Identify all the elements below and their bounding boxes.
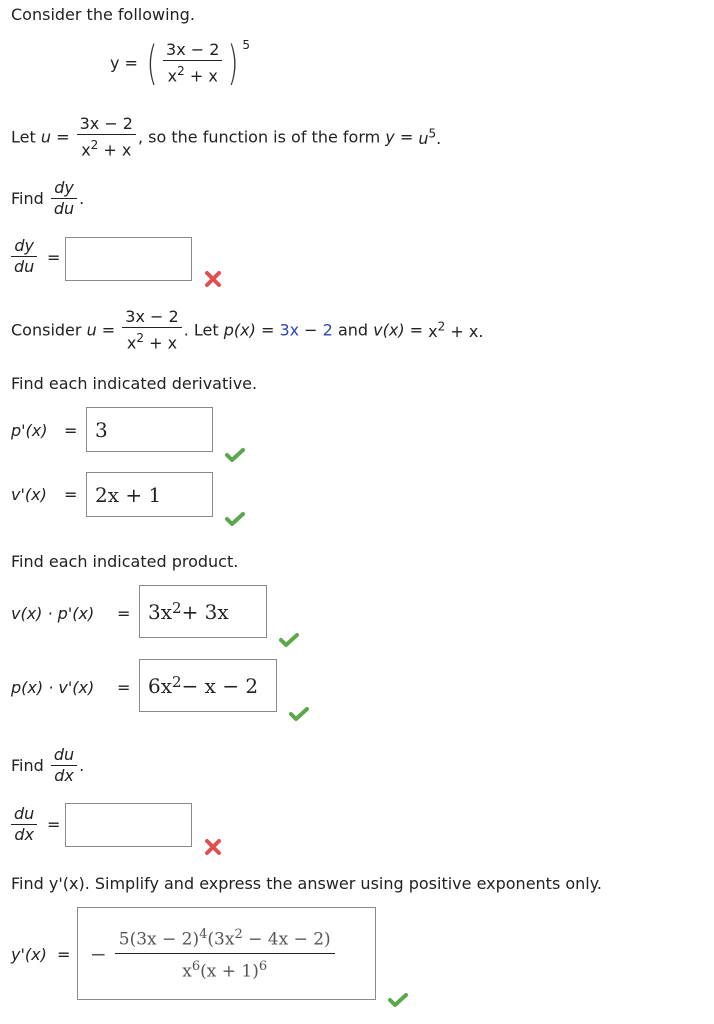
v-prime-label: v'(x): [11, 485, 47, 504]
correct-check-icon: [388, 992, 408, 1008]
pv-product-equals: =: [117, 678, 131, 697]
find-dydu-prompt: Find $\frac{dy}{du}$ .: [11, 178, 85, 218]
find-dudx-prompt: Find $\frac{du}{dx}$ .: [11, 745, 85, 785]
vp-product-label: v(x) · p'(x): [11, 604, 95, 623]
correct-check-icon: [289, 706, 309, 722]
intro-text: Consider the following.: [11, 5, 195, 24]
dydu-label: $\frac{dy}{du}$: [9, 236, 39, 277]
substitution-line: Let u = $\frac{3x - 2}{x^2 + x}$ , so the function is of the form $y = u^5$.: [11, 114, 442, 160]
find-derivative-heading: Find each indicated derivative.: [11, 374, 258, 393]
correct-check-icon: [225, 447, 245, 463]
p-prime-equals: =: [64, 421, 78, 440]
dydu-equals: =: [47, 248, 61, 267]
incorrect-x-icon: [204, 270, 222, 288]
substitution-fraction: $\frac{3x - 2}{x^2 + x}$: [77, 114, 136, 160]
main-function-fraction: [163, 40, 222, 86]
main-function-lhs: y =: [110, 53, 138, 73]
left-paren: (: [146, 36, 158, 91]
right-paren: ): [228, 36, 239, 91]
incorrect-x-icon: [204, 838, 222, 856]
final-answer-input[interactable]: − $\frac{5(3x - 2)^4(3x^2 - 4x - 2)}{x^6(x + 1)^6}$: [77, 907, 376, 1000]
final-answer-equals: =: [57, 945, 71, 964]
final-answer-denominator: $x^6(x + 1)^6$: [182, 959, 268, 982]
p-prime-input[interactable]: 3: [86, 407, 213, 452]
vp-product-input[interactable]: 3x $^2$ + 3x: [139, 585, 267, 638]
consider-line: Consider u = $\frac{3x - 2}{x^2 + x}$ . Let p(x) = 3x − 2 and $v(x) = x^2 + x$.: [11, 307, 484, 353]
final-prompt: Find y'(x). Simplify and express the answer using positive exponents only.: [11, 874, 603, 893]
correct-check-icon: [225, 511, 245, 527]
vp-product-equals: =: [117, 604, 131, 623]
dudx-label: $\frac{du}{dx}$: [9, 804, 39, 845]
dudx-equals: =: [47, 815, 61, 834]
correct-check-icon: [279, 632, 299, 648]
dydu-input[interactable]: [65, 237, 192, 281]
v-prime-equals: =: [64, 485, 78, 504]
main-function: [110, 36, 251, 91]
main-function-numerator: 3x − 2: [163, 40, 222, 61]
final-answer-label: y'(x): [11, 945, 47, 964]
pv-product-input[interactable]: 6x $^2$ − x − 2: [139, 659, 277, 712]
p-prime-label: p'(x): [11, 421, 48, 440]
find-product-heading: Find each indicated product.: [11, 552, 239, 571]
main-function-exponent: 5: [242, 38, 251, 52]
final-answer-fraction: [115, 922, 335, 984]
final-answer-numerator: $5(3x - 2)^4(3x^2 - 4x - 2)$: [115, 922, 335, 954]
main-function-denominator: $x^2 + x$: [167, 64, 218, 86]
pv-product-label: p(x) · v'(x): [11, 678, 95, 697]
v-prime-input[interactable]: 2x + 1: [86, 472, 213, 517]
dudx-input[interactable]: [65, 803, 192, 847]
